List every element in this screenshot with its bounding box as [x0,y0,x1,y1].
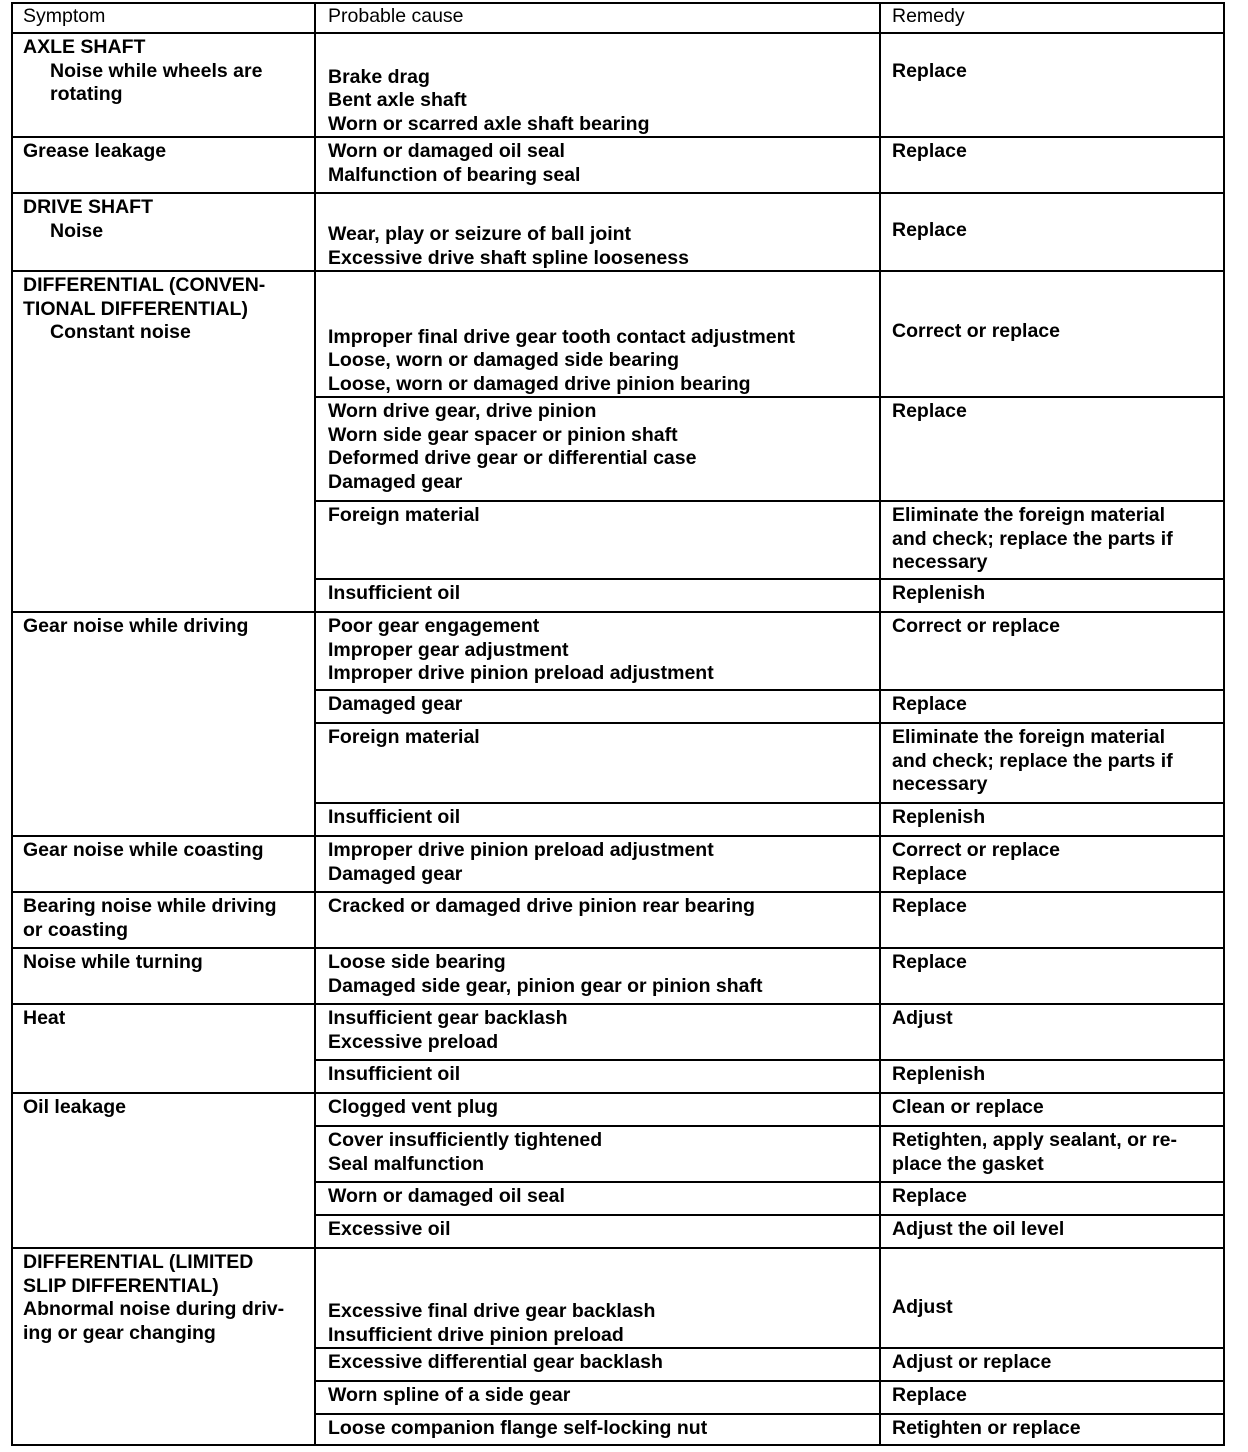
remedy-cell [880,137,1224,193]
symptom-cell [12,948,315,1004]
cause-text: Malfunction of bearing seal [328,163,581,186]
symptom-text: Constant noise [50,321,191,343]
table-row [12,892,1224,948]
cause-text: Loose, worn or damaged drive pinion bearing [328,372,751,395]
header-probable-cause: Probable cause [315,3,880,33]
remedy-cell [880,397,1224,501]
cause-text: Seal malfunction [328,1152,485,1175]
remedy-text: necessary [892,551,988,573]
cause-text: Improper drive pinion preload adjustment [328,839,714,861]
section-heading: SLIP DIFFERENTIAL) [23,1274,219,1297]
cause-cell [315,501,880,579]
remedy-text: Retighten, apply sealant, or re- [892,1129,1177,1151]
cause-cell [315,1004,880,1060]
remedy-cell [880,579,1224,612]
remedy-cell [880,948,1224,1004]
symptom-text: Grease leakage [23,140,167,162]
remedy-cell [880,1248,1224,1348]
remedy-cell [880,1060,1224,1093]
remedy-text: place the gasket [892,1152,1044,1175]
cause-text: Loose, worn or damaged side bearing [328,349,680,371]
remedy-text: Retighten or replace [892,1417,1081,1439]
cause-cell [315,612,880,690]
cause-text: Worn spline of a side gear [328,1384,571,1406]
cause-text: Worn or damaged oil seal [328,1185,565,1207]
cause-text: Insufficient oil [328,582,461,604]
remedy-text: Replenish [892,1063,986,1085]
cause-text: Wear, play or seizure of ball joint [328,223,632,245]
remedy-cell [880,193,1224,271]
remedy-text: Replace [892,140,967,162]
remedy-text: Replace [892,400,967,422]
section-heading: DIFFERENTIAL (CONVEN- [23,274,266,296]
remedy-cell [880,690,1224,723]
symptom-cell [12,137,315,193]
header-remedy: Remedy [880,3,1224,33]
remedy-cell [880,1414,1224,1445]
remedy-text: Replace [892,895,967,917]
cause-text: Worn side gear spacer or pinion shaft [328,423,678,446]
remedy-text: Adjust the oil level [892,1218,1065,1240]
cause-text: Cover insufficiently tightened [328,1129,603,1151]
remedy-text: Correct or replace [892,320,1060,342]
cause-cell [315,948,880,1004]
symptom-cell [12,892,315,948]
symptom-cell [12,1093,315,1248]
remedy-text: Replenish [892,806,986,828]
cause-text: Worn drive gear, drive pinion [328,400,597,422]
cause-cell [315,690,880,723]
cause-text: Excessive differential gear backlash [328,1351,663,1373]
cause-cell [315,1060,880,1093]
cause-cell [315,1248,880,1348]
cause-text: Deformed drive gear or differential case [328,447,697,469]
symptom-text: Bearing noise while driving [23,895,277,917]
remedy-cell [880,1004,1224,1060]
remedy-cell [880,1215,1224,1248]
table-row [12,836,1224,892]
cause-text: Excessive preload [328,1030,499,1053]
remedy-cell [880,1381,1224,1414]
cause-cell [315,803,880,836]
symptom-text: Noise while wheels are [50,59,263,82]
remedy-cell [880,1348,1224,1381]
cause-cell [315,1414,880,1445]
remedy-cell [880,892,1224,948]
symptom-text: Abnormal noise during driv- [23,1298,285,1320]
cause-text: Excessive final drive gear backlash [328,1300,656,1322]
cause-text: Loose companion flange self-locking nut [328,1417,708,1439]
cause-text: Cracked or damaged drive pinion rear bearing [328,895,755,917]
table-row [12,1248,1224,1348]
remedy-text: Correct or replace [892,615,1060,637]
symptom-cell [12,1248,315,1445]
header-row [12,3,1224,33]
remedy-cell [880,501,1224,579]
table-row [12,1004,1224,1060]
symptom-text: Gear noise while coasting [23,839,264,861]
cause-text: Damaged gear [328,862,463,885]
table-row [12,948,1224,1004]
symptom-text: rotating [50,83,123,105]
symptom-text: Oil leakage [23,1096,126,1118]
remedy-text: Replace [892,219,967,241]
remedy-cell [880,1126,1224,1182]
cause-text: Damaged gear [328,693,463,715]
remedy-cell [880,836,1224,892]
cause-cell [315,579,880,612]
symptom-cell [12,612,315,836]
symptom-text: or coasting [23,918,129,941]
remedy-text: Adjust or replace [892,1351,1052,1373]
section-heading: TIONAL DIFFERENTIAL) [23,297,248,320]
section-heading: DIFFERENTIAL (LIMITED [23,1251,254,1273]
remedy-text: Replace [892,1384,967,1406]
cause-text: Damaged gear [328,470,463,493]
remedy-cell [880,803,1224,836]
table-row [12,137,1224,193]
troubleshooting-table [11,2,1225,1446]
cause-text: Excessive drive shaft spline looseness [328,246,689,269]
remedy-text: Replace [892,951,967,973]
symptom-text: Gear noise while driving [23,615,249,637]
section-heading: AXLE SHAFT [23,36,146,58]
cause-text: Improper drive pinion preload adjustment [328,662,714,684]
cause-cell [315,1126,880,1182]
remedy-cell [880,1093,1224,1126]
remedy-cell [880,271,1224,397]
cause-cell [315,1215,880,1248]
remedy-text: Replenish [892,582,986,604]
cause-cell [315,723,880,803]
cause-cell [315,892,880,948]
cause-cell [315,1182,880,1215]
cause-cell [315,33,880,137]
table-row [12,193,1224,271]
cause-text: Insufficient oil [328,806,461,828]
remedy-text: Adjust [892,1296,953,1318]
remedy-text: Replace [892,1185,967,1207]
remedy-text: Clean or replace [892,1096,1044,1118]
cause-text: Damaged side gear, pinion gear or pinion shaft [328,974,763,997]
cause-text: Insufficient gear backlash [328,1007,568,1029]
remedy-text: and check; replace the parts if [892,527,1173,550]
symptom-cell [12,33,315,137]
cause-cell [315,397,880,501]
cause-cell [315,1381,880,1414]
remedy-text: Replace [892,693,967,715]
symptom-text: Noise while turning [23,951,203,973]
remedy-text: and check; replace the parts if [892,749,1173,772]
cause-cell [315,1093,880,1126]
cause-cell [315,836,880,892]
remedy-cell [880,723,1224,803]
remedy-text: Correct or replace [892,839,1060,861]
header-symptom: Symptom [12,3,315,33]
symptom-cell [12,271,315,612]
remedy-cell [880,33,1224,137]
cause-text: Brake drag [328,65,430,88]
remedy-cell [880,1182,1224,1215]
cause-text: Loose side bearing [328,951,506,973]
cause-text: Foreign material [328,504,480,526]
symptom-text: Noise [50,219,104,242]
symptom-cell [12,193,315,271]
cause-text: Insufficient oil [328,1063,461,1085]
cause-text: Insufficient drive pinion preload [328,1323,624,1346]
cause-text: Worn or scarred axle shaft bearing [328,112,650,135]
section-heading: DRIVE SHAFT [23,196,154,218]
table-row [12,612,1224,690]
symptom-text: Heat [23,1007,66,1029]
remedy-text: Replace [892,862,967,885]
cause-text: Poor gear engagement [328,615,540,637]
cause-cell [315,193,880,271]
cause-text: Bent axle shaft [328,89,467,111]
remedy-text: Adjust [892,1007,953,1029]
remedy-text: necessary [892,773,988,795]
cause-text: Improper final drive gear tooth contact adjustment [328,325,795,348]
remedy-text: Eliminate the foreign material [892,726,1166,748]
remedy-text: Eliminate the foreign material [892,504,1166,526]
cause-text: Foreign material [328,726,480,748]
cause-text: Clogged vent plug [328,1096,499,1118]
symptom-text: ing or gear changing [23,1321,216,1344]
remedy-text: Replace [892,60,967,82]
table-row [12,271,1224,397]
cause-cell [315,1348,880,1381]
cause-text: Improper gear adjustment [328,638,569,661]
cause-text: Excessive oil [328,1218,451,1240]
cause-cell [315,271,880,397]
remedy-cell [880,612,1224,690]
symptom-cell [12,836,315,892]
symptom-cell [12,1004,315,1093]
table-row [12,1093,1224,1126]
cause-cell [315,137,880,193]
cause-text: Worn or damaged oil seal [328,140,565,162]
table-row [12,33,1224,137]
